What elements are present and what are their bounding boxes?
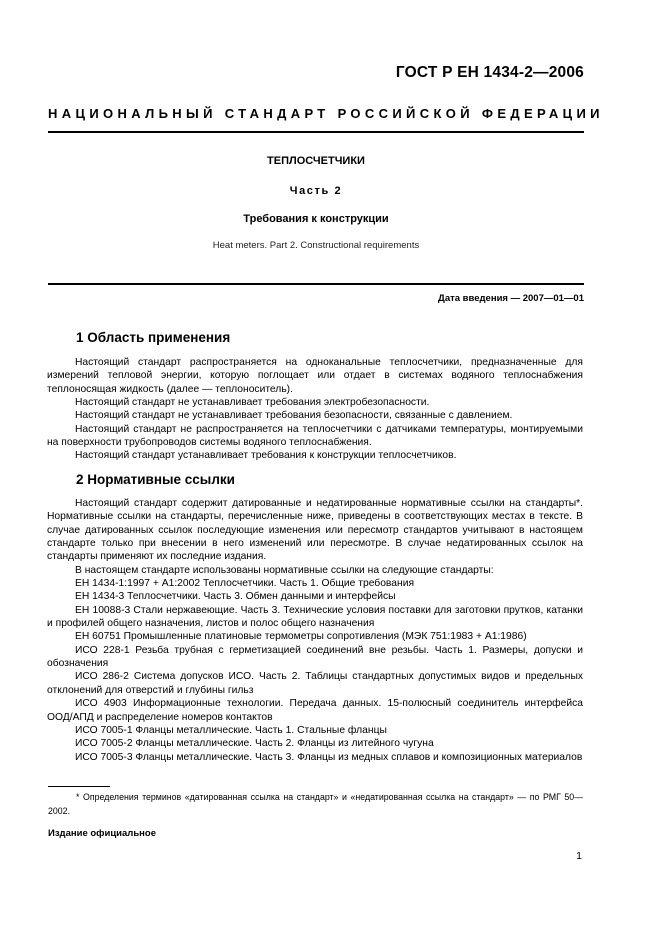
reference-item: ЕН 1434-3 Теплосчетчики. Часть 3. Обмен данными и интерфейсы [75, 591, 396, 603]
footnote-separator [48, 786, 110, 787]
section-2-heading: 2 Нормативные ссылки [76, 472, 235, 487]
section-2-body [47, 497, 583, 764]
section-1-paragraph: Настоящий стандарт не устанавливает требования безопасности, связанные с давлением. [75, 410, 513, 422]
reference-item: ИСО 7005-2 Фланцы металлические. Часть 2. Фланцы из литейного чугуна [75, 738, 434, 750]
top-rule [48, 131, 584, 133]
reference-item: ИСО 228-1 Резьба трубная с герметизацией соединений вне резьбы. Часть 1. Размеры, допуски и обозначения [47, 644, 583, 670]
footnote: * Определения терминов «датированная ссылка на стандарт» и «недатированная ссылка на стандарт» — по РМГ 50—2002. [48, 792, 583, 816]
section-1-heading: 1 Область применения [76, 330, 231, 345]
english-title: Heat meters. Part 2. Constructional requirements [212, 240, 420, 251]
reference-item: ИСО 4903 Информационные технологии. Передача данных. 15-полюсный соединитель интерфейса ООД/АПД и распределение номеров контактов [47, 698, 583, 723]
standard-code: ГОСТ Р ЕН 1434-2—2006 [395, 64, 584, 81]
national-standard-banner: НАЦИОНАЛЬНЫЙ СТАНДАРТ РОССИЙСКОЙ ФЕДЕРАЦИИ [48, 106, 604, 121]
reference-item: ЕН 60751 Промышленные платиновые термометры сопротивления (МЭК 751:1983 + А1:1986) [75, 631, 527, 643]
reference-item: ЕН 1434-1:1997 + А1:2002 Теплосчетчики. Часть 1. Общие требования [75, 578, 415, 590]
edition-label: Издание официальное [48, 828, 156, 839]
section-1-body [47, 356, 583, 463]
section-1-paragraph: Настоящий стандарт не устанавливает требования электробезопасности. [75, 397, 430, 409]
title-rule [48, 283, 584, 285]
section-2-paragraph: Настоящий стандарт содержит датированные и недатированные нормативные ссылки на стандарты*. Нормативные ссылки на стандарты, перечисленные ниже, приведены в соответствующих местах в тексте. В случае датированных ссылок последующие изменения или пересмотр стандартов учитывают в настоящем стандарте только при внесении в него изменений или пересмотре. В случае недатированных ссылок на стандарты применяют их последние издания. [47, 498, 583, 563]
section-2-paragraph: В настоящем стандарте использованы нормативные ссылки на следующие стандарты: [75, 564, 494, 576]
document-subtitle: Требования к конструкции [243, 213, 389, 225]
introduction-date: Дата введения — 2007—01—01 [438, 293, 584, 304]
reference-item: ИСО 7005-3 Фланцы металлические. Часть 3. Фланцы из медных сплавов и композиционных материалов [75, 751, 583, 763]
reference-item: ИСО 7005-1 Фланцы металлические. Часть 1. Стальные фланцы [75, 724, 387, 736]
section-1-paragraph: Настоящий стандарт распространяется на одноканальные теплосчетчики, предназначенные для измерений тепловой энергии, которую поглощает или отдает в системах водяного теплоснабжения теплоносящая жидкость (далее — теплоноситель). [47, 357, 583, 395]
section-1-paragraph: Настоящий стандарт устанавливает требования к конструкции теплосчетчиков. [75, 450, 457, 462]
document-title: ТЕПЛОСЧЕТЧИКИ [267, 155, 365, 167]
page-number: 1 [576, 850, 582, 862]
document-part: Часть 2 [289, 185, 343, 197]
section-1-paragraph: Настоящий стандарт не распространяется на теплосчетчики с датчиками температуры, монтируемыми на поверхности трубопроводов системы водяного теплоснабжения. [47, 423, 583, 449]
reference-item: ИСО 286-2 Система допусков ИСО. Часть 2. Таблицы стандартных допустимых видов и предельных отклонений для отверстий и глубины гильз [47, 671, 583, 696]
reference-item: ЕН 10088-3 Стали нержавеющие. Часть 3. Технические условия поставки для заготовки прутков, катанки и профилей общего назначения, листов и полос общего назначения [47, 604, 583, 630]
